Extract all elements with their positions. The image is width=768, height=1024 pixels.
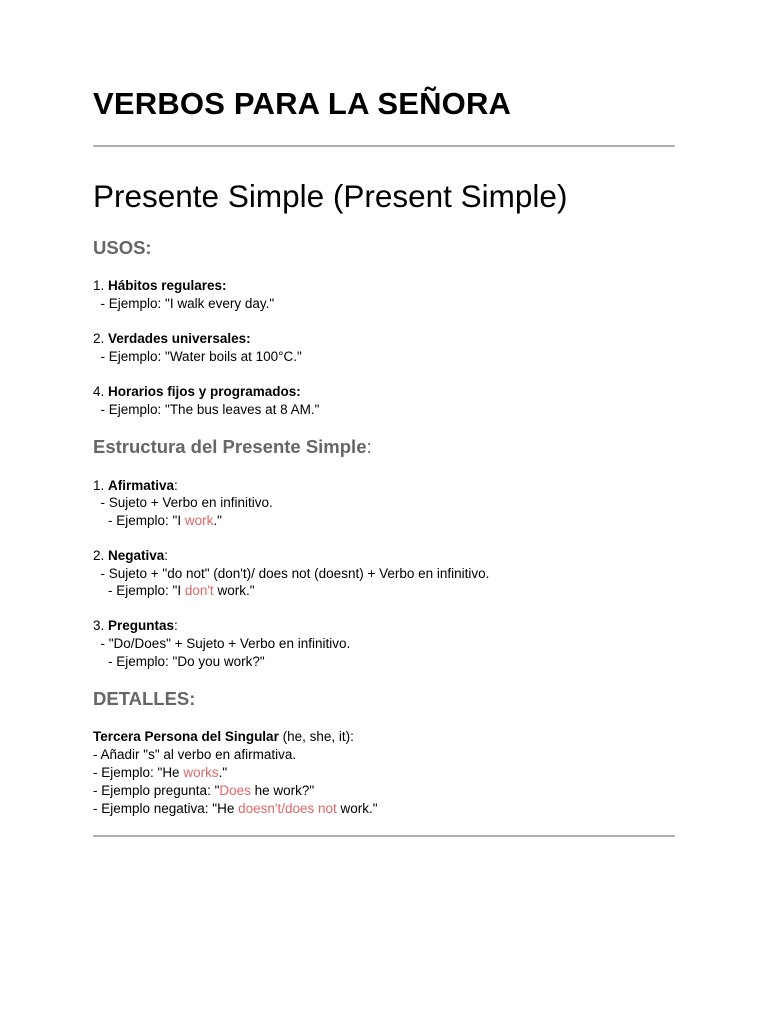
- negativa-title: [93, 547, 168, 565]
- uso-example-1: - Ejemplo: "I walk every day.": [93, 296, 275, 311]
- estructura-heading: [93, 436, 372, 458]
- negativa-label: Negativa: [108, 548, 165, 563]
- divider-top: [93, 145, 675, 147]
- page-title: VERBOS PARA LA SEÑORA: [93, 86, 512, 121]
- ex-post: .": [218, 765, 228, 780]
- preguntas-colon: :: [174, 618, 178, 633]
- afirmativa-example: [93, 512, 222, 530]
- section-title: Presente Simple (Present Simple): [93, 178, 568, 214]
- preguntas-example: - Ejemplo: "Do you work?": [93, 654, 265, 669]
- ex-post: he work?": [250, 783, 315, 798]
- detalle-line-2: [93, 764, 227, 782]
- preguntas-rule: - "Do/Does" + Sujeto + Verbo en infinitivo.: [93, 636, 351, 651]
- detalles-heading: DETALLES:: [93, 688, 196, 709]
- afirmativa-rule: - Sujeto + Verbo en infinitivo.: [93, 495, 273, 510]
- preguntas-title: [93, 617, 178, 635]
- afirmativa-title: [93, 477, 178, 495]
- usos-heading: USOS:: [93, 237, 152, 258]
- ex-post: .": [213, 513, 222, 528]
- uso-label: Horarios fijos y programados:: [108, 384, 301, 399]
- ex-pre: - Ejemplo: "I: [93, 583, 185, 598]
- negativa-num: 2.: [93, 548, 109, 563]
- uso-num: 4.: [93, 384, 109, 399]
- ex-highlight: Does: [219, 783, 251, 798]
- estructura-heading-text: Estructura del Presente Simple: [93, 436, 367, 457]
- uso-item-2: [93, 330, 251, 348]
- uso-example-3: - Ejemplo: "The bus leaves at 8 AM.": [93, 402, 320, 417]
- uso-example-2: - Ejemplo: "Water boils at 100°C.": [93, 349, 302, 364]
- detalle-line-1: - Añadir "s" al verbo en afirmativa.: [93, 747, 297, 762]
- ex-pre: - Ejemplo: "He: [93, 765, 184, 780]
- afirmativa-colon: :: [174, 478, 178, 493]
- uso-label: Verdades universales:: [108, 331, 251, 346]
- detalle-line-3: [93, 782, 314, 800]
- ex-pre: - Ejemplo: "I: [93, 513, 185, 528]
- ex-pre: - Ejemplo pregunta: ": [93, 783, 220, 798]
- uso-label: Hábitos regulares:: [108, 278, 227, 293]
- preguntas-label: Preguntas: [108, 618, 175, 633]
- uso-item-1: [93, 277, 227, 295]
- tercera-persona: [93, 728, 354, 746]
- ex-post: work.": [213, 583, 255, 598]
- negativa-example: [93, 582, 254, 600]
- uso-item-3: [93, 383, 301, 401]
- uso-num: 1.: [93, 278, 109, 293]
- ex-pre: - Ejemplo negativa: "He: [93, 801, 239, 816]
- uso-num: 2.: [93, 331, 109, 346]
- tercera-rest: (he, she, it):: [278, 729, 354, 744]
- ex-highlight: doesn't/does not: [238, 801, 337, 816]
- divider-bottom: [93, 835, 675, 837]
- ex-highlight: works: [183, 765, 219, 780]
- ex-highlight: don't: [184, 583, 214, 598]
- negativa-rule: - Sujeto + "do not" (don't)/ does not (doesnt) + Verbo en infinitivo.: [93, 566, 490, 581]
- ex-post: work.": [336, 801, 378, 816]
- preguntas-num: 3.: [93, 618, 109, 633]
- estructura-heading-colon: :: [366, 436, 372, 457]
- tercera-label: Tercera Persona del Singular: [93, 729, 279, 744]
- afirmativa-label: Afirmativa: [108, 478, 175, 493]
- negativa-colon: :: [164, 548, 169, 563]
- ex-highlight: work: [184, 513, 214, 528]
- detalle-line-4: [93, 800, 378, 818]
- afirmativa-num: 1.: [93, 478, 109, 493]
